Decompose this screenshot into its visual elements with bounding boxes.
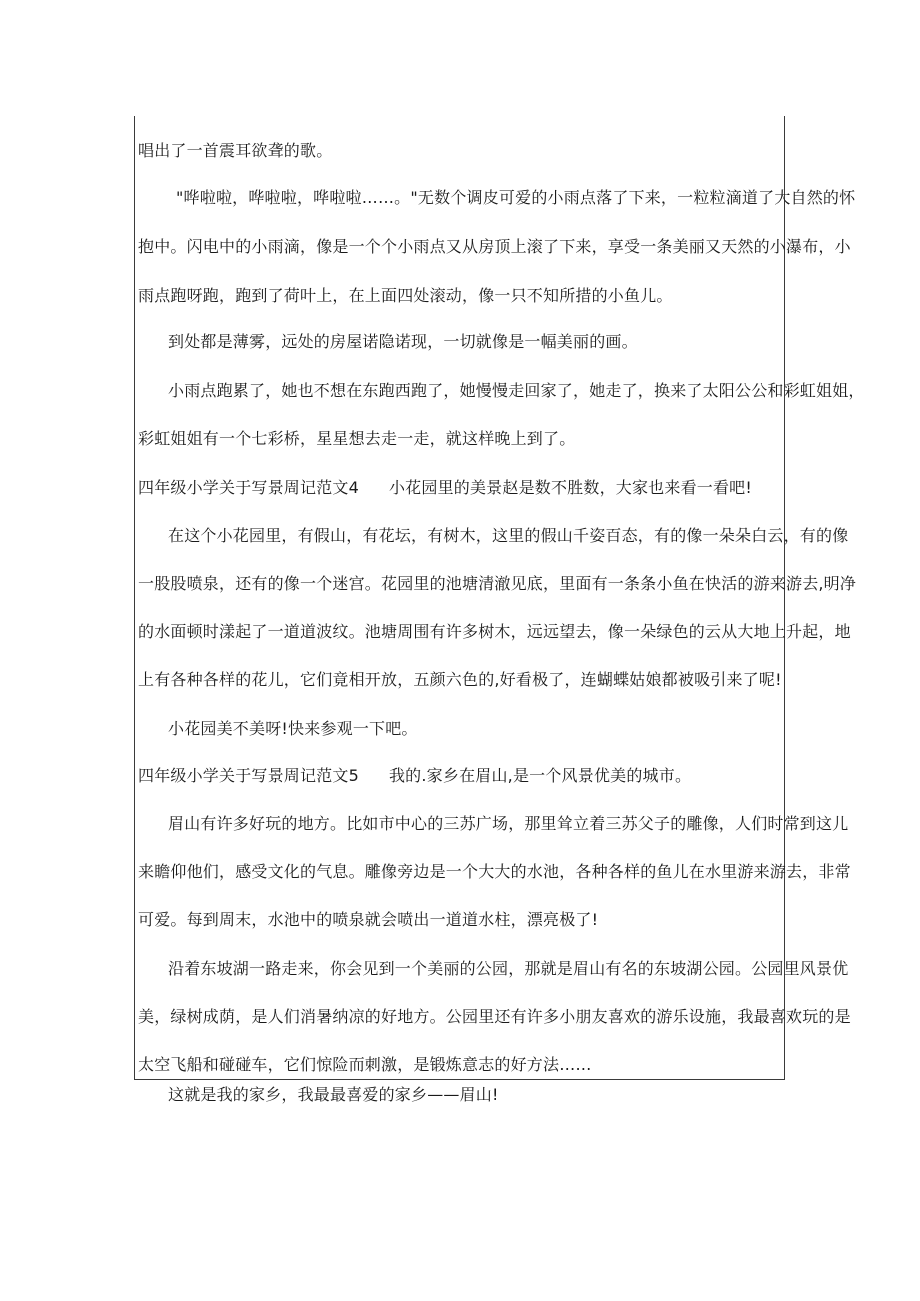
text-line: "哗啦啦，哗啦啦，哗啦啦……。"无数个调皮可爱的小雨点落了下来，一粒粒滴道了大自然的怀 <box>176 188 856 207</box>
heading-title: 四年级小学关于写景周记范文4 <box>138 478 359 497</box>
text-line: 眉山有许多好玩的地方。比如市中心的三苏广场，那里耸立着三苏父子的雕像，人们时常到这儿 <box>168 814 849 833</box>
text-line: 太空飞船和碰碰车，它们惊险而刺激，是锻炼意志的好方法…… <box>138 1055 592 1074</box>
content-frame <box>134 116 865 1080</box>
text-line: 彩虹姐姐有一个七彩桥，星星想去走一走，就这样晚上到了。 <box>138 429 576 448</box>
heading-lead: 我的.家乡在眉山,是一个风景优美的城市。 <box>388 766 692 785</box>
text-line: 雨点跑呀跑，跑到了荷叶上，在上面四处滚动，像一只不知所措的小鱼儿。 <box>138 286 673 305</box>
heading-lead: 小花园里的美景赵是数不胜数，大家也来看一看吧! <box>388 478 752 497</box>
text-line: 唱出了一首震耳欲聋的歌。 <box>138 141 333 160</box>
text-line: 小花园美不美呀!快来参观一下吧。 <box>168 719 418 738</box>
text-line: 这就是我的家乡，我最最喜爱的家乡——眉山! <box>168 1085 499 1104</box>
text-line: 小雨点跑累了，她也不想在东跑西跑了，她慢慢走回家了，她走了，换来了太阳公公和彩虹姐姐， <box>168 381 865 400</box>
text-line: 抱中。闪电中的小雨滴，像是一个个小雨点又从房顶上滚了下来，享受一条美丽又天然的小瀑布，小 <box>138 237 851 256</box>
text-line: 上有各种各样的花儿，它们竟相开放，五颜六色的,好看极了，连蝴蝶姑娘都被吸引来了呢! <box>138 670 782 689</box>
text-line: 沿着东坡湖一路走来，你会见到一个美丽的公园，那就是眉山有名的东坡湖公园。公园里风景优 <box>168 959 849 978</box>
heading-title: 四年级小学关于写景周记范文5 <box>138 766 359 785</box>
section-heading <box>138 766 691 786</box>
text-line: 一股股喷泉，还有的像一个迷宫。花园里的池塘清澈见底，里面有一条条小鱼在快活的游来游去,明净 <box>138 574 857 593</box>
text-line: 的水面顿时漾起了一道道波纹。池塘周围有许多树木，远远望去，像一朵绿色的云从大地上升起，地 <box>138 622 851 641</box>
text-line: 美，绿树成荫，是人们消暑纳凉的好地方。公园里还有许多小朋友喜欢的游乐设施，我最喜欢玩的是 <box>138 1007 851 1026</box>
section-heading <box>138 478 752 498</box>
text-line: 来瞻仰他们，感受文化的气息。雕像旁边是一个大大的水池，各种各样的鱼儿在水里游来游去，非常 <box>138 862 851 881</box>
text-line: 可爱。每到周末，水池中的喷泉就会喷出一道道水柱，漂亮极了! <box>138 910 599 929</box>
text-line: 到处都是薄雾，远处的房屋诺隐诺现，一切就像是一幅美丽的画。 <box>168 332 638 351</box>
text-line: 在这个小花园里，有假山，有花坛，有树木，这里的假山千姿百态，有的像一朵朵白云，有的像 <box>168 526 849 545</box>
